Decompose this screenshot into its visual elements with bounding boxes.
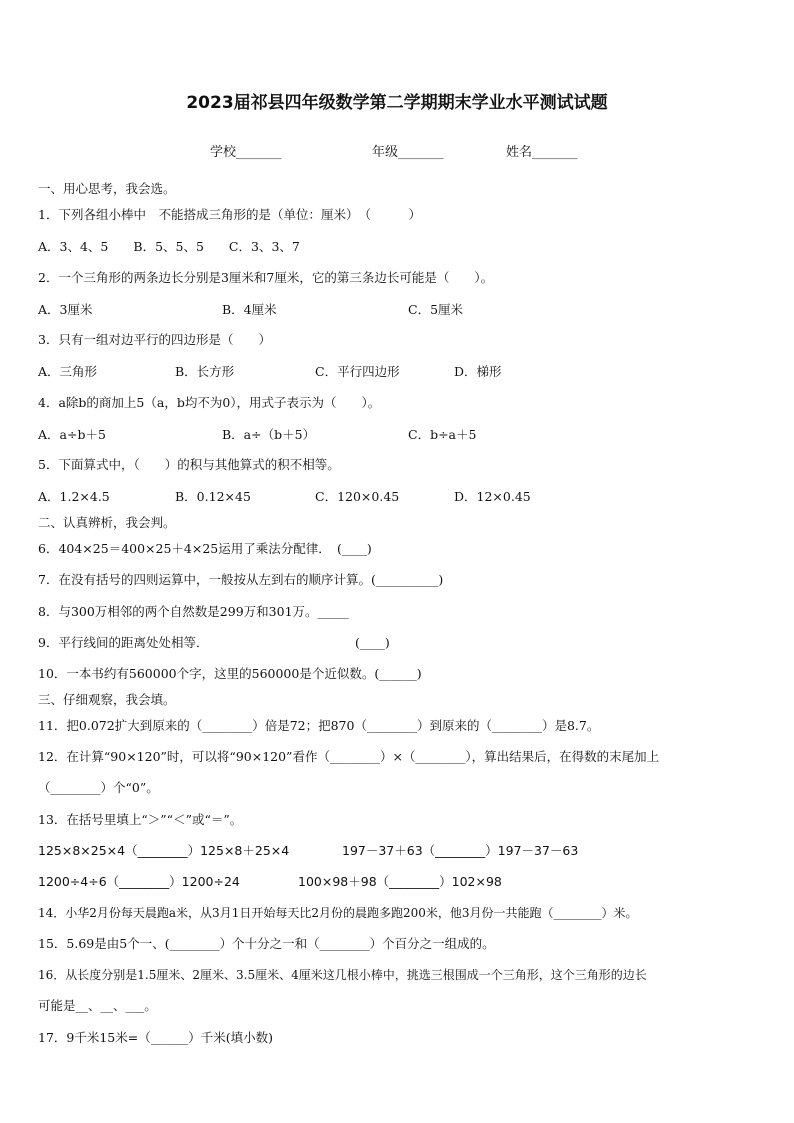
question-13-expression-2[interactable]: 197－37＋63（________）197－37－63 <box>342 843 579 858</box>
school-field[interactable]: 学校_______ <box>210 145 282 160</box>
question-5-option-d[interactable]: D．12×0.45 <box>454 489 531 504</box>
question-2-option-a[interactable]: A．3厘米 <box>38 302 93 317</box>
question-3: 3．只有一组对边平行的四边形是（ ） <box>38 332 271 347</box>
question-1: 1．下列各组小棒中 不能搭成三角形的是（单位：厘米） （ ） <box>38 207 421 222</box>
question-13: 13．在括号里填上“＞”“＜”或“＝”。 <box>38 812 243 827</box>
question-5-option-a[interactable]: A．1.2×4.5 <box>38 489 110 504</box>
question-4: 4．a除b的商加上5（a，b均不为0），用式子表示为（ ）。 <box>38 395 381 410</box>
question-4-option-c[interactable]: C．b÷a＋5 <box>408 427 477 442</box>
question-11: 11．把0.072扩大到原来的（________）倍是72；把870（________）到原来的（________）是8.7。 <box>38 718 600 733</box>
question-4-option-b[interactable]: B．a÷（b＋5） <box>222 427 316 442</box>
question-13-expression-3[interactable]: 1200÷4÷6（________）1200÷24 <box>38 874 240 889</box>
section-heading-judge: 二、认真辨析，我会判。 <box>38 515 176 530</box>
question-14: 14．小华2月份每天晨跑a米，从3月1日开始每天比2月份的晨跑多跑200米，他3月份一共能跑（________）米。 <box>38 906 638 920</box>
section-heading-choice: 一、用心思考，我会选。 <box>38 181 176 196</box>
question-3-option-b[interactable]: B．长方形 <box>175 364 235 379</box>
question-5: 5．下面算式中，（ ）的积与其他算式的积不相等。 <box>38 457 340 472</box>
section-heading-fill: 三、仔细观察，我会填。 <box>38 692 176 707</box>
exam-title: 2023届祁县四年级数学第二学期期末学业水平测试试题 <box>186 93 608 113</box>
question-16-line-1: 16．从长度分别是1.5厘米、2厘米、3.5厘米、4厘米这几根小棒中，挑选三根围成一个三角形，这个三角形的边长 <box>38 968 647 982</box>
question-3-option-c[interactable]: C．平行四边形 <box>315 364 400 379</box>
question-7: 7．在没有括号的四则运算中，一般按从左到右的顺序计算。(__________) <box>38 572 444 587</box>
question-12-line-2: （________）个“0”。 <box>38 780 159 795</box>
question-2-option-c[interactable]: C．5厘米 <box>408 302 464 317</box>
question-9-answer-blank[interactable]: (____) <box>355 635 390 650</box>
grade-field[interactable]: 年级_______ <box>372 145 444 160</box>
question-13-expression-1[interactable]: 125×8×25×4（________）125×8＋25×4 <box>38 843 290 858</box>
question-13-expression-4[interactable]: 100×98＋98（________）102×98 <box>298 874 502 889</box>
question-3-option-d[interactable]: D．梯形 <box>454 364 502 379</box>
question-12-line-1: 12．在计算“90×120”时，可以将“90×120”看作（________）×（________），算出结果后，在得数的末尾加上 <box>38 749 660 764</box>
name-field[interactable]: 姓名_______ <box>506 145 578 160</box>
question-2: 2．一个三角形的两条边长分别是3厘米和7厘米，它的第三条边长可能是（ ）。 <box>38 270 494 285</box>
question-3-option-a[interactable]: A．三角形 <box>38 364 98 379</box>
question-4-option-a[interactable]: A．a÷b＋5 <box>38 427 106 442</box>
question-15: 15．5.69是由5个一、(________）个十分之一和（________）个百分之一组成的。 <box>38 936 495 951</box>
question-5-option-c[interactable]: C．120×0.45 <box>315 489 400 504</box>
question-10: 10．一本书约有560000个字，这里的560000是个近似数。(______) <box>38 666 422 681</box>
question-2-option-b[interactable]: B．4厘米 <box>222 302 277 317</box>
question-8: 8．与300万相邻的两个自然数是299万和301万。_____ <box>38 604 349 619</box>
question-5-option-b[interactable]: B．0.12×45 <box>175 489 251 504</box>
question-17: 17．9千米15米=（______）千米(填小数) <box>38 1030 273 1045</box>
question-6: 6．404×25＝400×25＋4×25运用了乘法分配律． (____) <box>38 541 372 556</box>
question-16-line-2: 可能是__、__、___。 <box>38 998 157 1013</box>
question-1-options[interactable]: A．3、4、5 B．5、5、5 C．3、3、7 <box>38 239 300 254</box>
question-9: 9．平行线间的距离处处相等． <box>38 635 209 650</box>
